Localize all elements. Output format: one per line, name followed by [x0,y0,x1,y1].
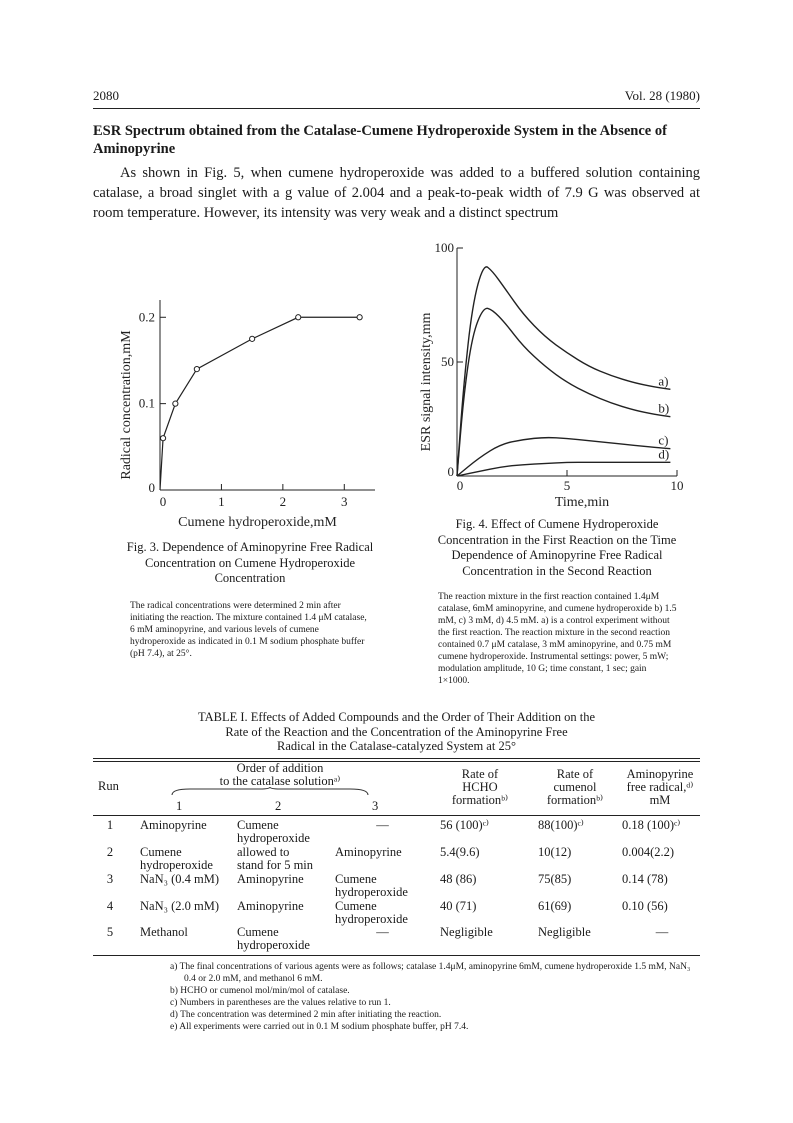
data-point [296,315,301,320]
x-tick-label: 0 [456,478,464,493]
data-point [357,315,362,320]
table-footnotes [170,961,700,1033]
table-cell-cumenol: 61(69) [538,899,572,913]
hcho-header-line: formationᵇ⁾ [451,793,509,807]
col-cumenol-header [535,768,615,807]
data-point [160,436,165,441]
table-cell-a3: — [376,818,389,832]
table-cell-hcho: 40 (71) [440,899,477,913]
figure-3-caption: Fig. 3. Dependence of Aminopyrine Free Radical Concentration on Cumene Hydroperoxide Concentration [126,540,374,585]
table-cell-a2: Aminopyrine [237,899,304,913]
header-rule [93,108,700,109]
y-tick-label: 0.2 [138,309,155,325]
figure-4-note: The reaction mixture in the first reaction contained 1.4μM catalase, 6mM aminopyrine, and cumene hydroperoxide b) 1.5 mM, c) 3 mM, d) 4.5 mM. a) is a control experiment without the first reaction. The reaction mixture in the second reaction contained 0.7 μM catalase, 3 mM aminopyrine, and 0.75 mM cumene hydroperoxide. Instrumental settings: power, 5 mW; modulation amplitude, 10 G; time constant, 1 sec; gain 1×1000. [438,592,677,686]
table-cell-run: 5 [106,925,114,939]
order-brace [170,787,370,797]
hcho-header-line: HCHO [462,780,498,794]
y-axis-label: ESR signal intensity,mm [419,312,434,452]
y-tick-label: 100 [434,240,454,255]
table-cell-a2: allowed to stand for 5 min [237,845,314,872]
table-cell-radical: 0.14 (78) [622,872,668,886]
col-3-header: 3 [372,799,379,813]
col-hcho-header [440,768,520,807]
table-cell-cumenol: 88(100)ᶜ⁾ [538,818,584,832]
table-cell-a2: Aminopyrine [237,872,304,886]
data-point [194,366,199,371]
table-cell-radical: — [655,925,669,939]
table-title-line: TABLE I. Effects of Added Compounds and the Order of Their Addition on the [197,710,596,724]
table-cell-a2: Cumene hydroperoxide [237,925,310,952]
figure-3-note: The radical concentrations were determined 2 min after initiating the reaction. The mixture contained 1.4 μM catalase, 6 mM aminopyrine, and various levels of cumene hydroperoxide as indicated in 0.1 M sodium phosphate buffer (pH 7.4), at 25°. [130,601,367,659]
order-header-line-2: to the catalase solutionᵃ⁾ [219,774,341,788]
footnote-b: b) HCHO or cumenol mol/min/mol of catalase. [170,986,350,996]
col-run-header: Run [98,779,119,793]
y-axis-label: Radical concentration,mM [119,330,134,480]
table-cell-run: 1 [106,818,114,832]
table-cell-run: 2 [106,845,114,859]
series-label: d) [658,446,670,462]
table-cell-a1: Cumene hydroperoxide [140,845,213,872]
page-number: 2080 [93,88,119,103]
data-point [173,401,178,406]
col-order-header [150,762,410,788]
table-top-rule [93,758,700,759]
radical-header-line: mM [649,793,671,807]
figure-3-plot [119,300,375,530]
series-line-4 [457,462,670,476]
series-line [160,317,360,490]
footnote-d: d) The concentration was determined 2 min after initiating the reaction. [170,1010,442,1020]
table-cell-a3: Cumene hydroperoxide [335,899,408,926]
table-title [93,710,700,754]
table-cell-a1: Methanol [140,925,188,939]
footnote-a: a) The final concentrations of various agents were as follows; catalase 1.4μM, aminopyrine 6mM, cumene hydroperoxide 1.5 mM, NaN₃ 0.4 or 2.0 mM, and methanol 6 mM. [170,962,691,984]
radical-header-line: free radical,ᵈ⁾ [626,780,694,794]
table-cell-hcho: 56 (100)ᶜ⁾ [440,818,489,832]
col-2-header: 2 [275,799,282,813]
cumenol-header-line: Rate of [556,767,594,781]
table-cell-run: 3 [106,872,114,886]
journal-volume: Vol. 28 (1980) [624,88,700,103]
table-cell-cumenol: 75(85) [538,872,572,886]
series-label: b) [658,400,670,416]
table-cell-hcho: 5.4(9.6) [440,845,480,859]
table-cell-a1: NaN₃ (2.0 mM) [140,899,219,913]
y-tick-label: 0.1 [138,395,155,411]
table-cell-run: 4 [106,899,114,913]
table-cell-cumenol: Negligible [538,925,591,939]
table-cell-a3: Cumene hydroperoxide [335,872,408,899]
series-line-3 [457,438,670,476]
series-line-1 [457,267,670,476]
table-cell-radical: 0.10 (56) [622,899,668,913]
y-tick-label: 50 [441,354,454,369]
table-cell-a3: — [376,925,389,939]
table-title-line: Radical in the Catalase-catalyzed System at 25° [277,739,516,753]
table-cell-a2: Cumene hydroperoxide [237,818,310,845]
radical-header-line: Aminopyrine [626,767,694,781]
table-cell-cumenol: 10(12) [538,845,572,859]
table-head-rule [93,815,700,816]
x-tick-label: 0 [159,494,167,509]
y-tick-label: 0 [447,464,454,479]
x-axis-label: Time,min [554,495,610,510]
order-header-line-1: Order of addition [236,761,324,775]
cumenol-header-line: cumenol [553,780,597,794]
section-heading: ESR Spectrum obtained from the Catalase-Cumene Hydroperoxide System in the Absence of Aminopyrine [93,123,667,157]
x-tick-label: 1 [218,494,225,509]
x-tick-label: 2 [279,494,287,509]
table-cell-a1: NaN₃ (0.4 mM) [140,872,219,886]
footnote-e: e) All experiments were carried out in 0.1 M sodium phosphate buffer, pH 7.4. [170,1022,469,1032]
table-title-line: Rate of the Reaction and the Concentration of the Aminopyrine Free [225,724,568,739]
hcho-header-line: Rate of [461,767,499,781]
x-tick-label: 3 [341,494,348,509]
table-cell-a3: Aminopyrine [335,845,402,859]
x-tick-label: 10 [670,478,684,493]
y-tick-label: 0 [148,480,155,495]
data-point [250,336,255,341]
table-cell-radical: 0.18 (100)ᶜ⁾ [622,818,681,832]
figure-4-caption: Fig. 4. Effect of Cumene Hydroperoxide Concentration in the First Reaction on the Time Dependence of Aminopyrine Free Radical Concentration in the Second Reaction [437,517,677,578]
col-radical-header [618,768,702,807]
series-label: c) [658,432,669,448]
x-tick-label: 5 [563,478,571,493]
table-cell-radical: 0.004(2.2) [622,845,675,859]
table-bottom-rule [93,955,700,956]
body-paragraph: As shown in Fig. 5, when cumene hydroperoxide was added to a buffered solution containing catalase, a broad singlet with a g value of 2.004 and a peak-to-peak width of 7.9 G was observed at room temperature. However, its intensity was very weak and a distinct spectrum [93,165,700,221]
figure-4-chart [412,238,702,510]
series-label: a) [658,373,669,389]
figure-4-plot [419,240,684,510]
x-axis-label: Cumene hydroperoxide,mM [178,515,337,530]
table-cell-hcho: 48 (86) [440,872,477,886]
table-cell-hcho: Negligible [440,925,493,939]
cumenol-header-line: formationᵇ⁾ [546,793,604,807]
col-1-header: 1 [176,799,183,813]
table-cell-a1: Aminopyrine [140,818,207,832]
footnote-c: c) Numbers in parentheses are the values relative to run 1. [170,998,391,1008]
figure-3-chart [110,290,400,540]
